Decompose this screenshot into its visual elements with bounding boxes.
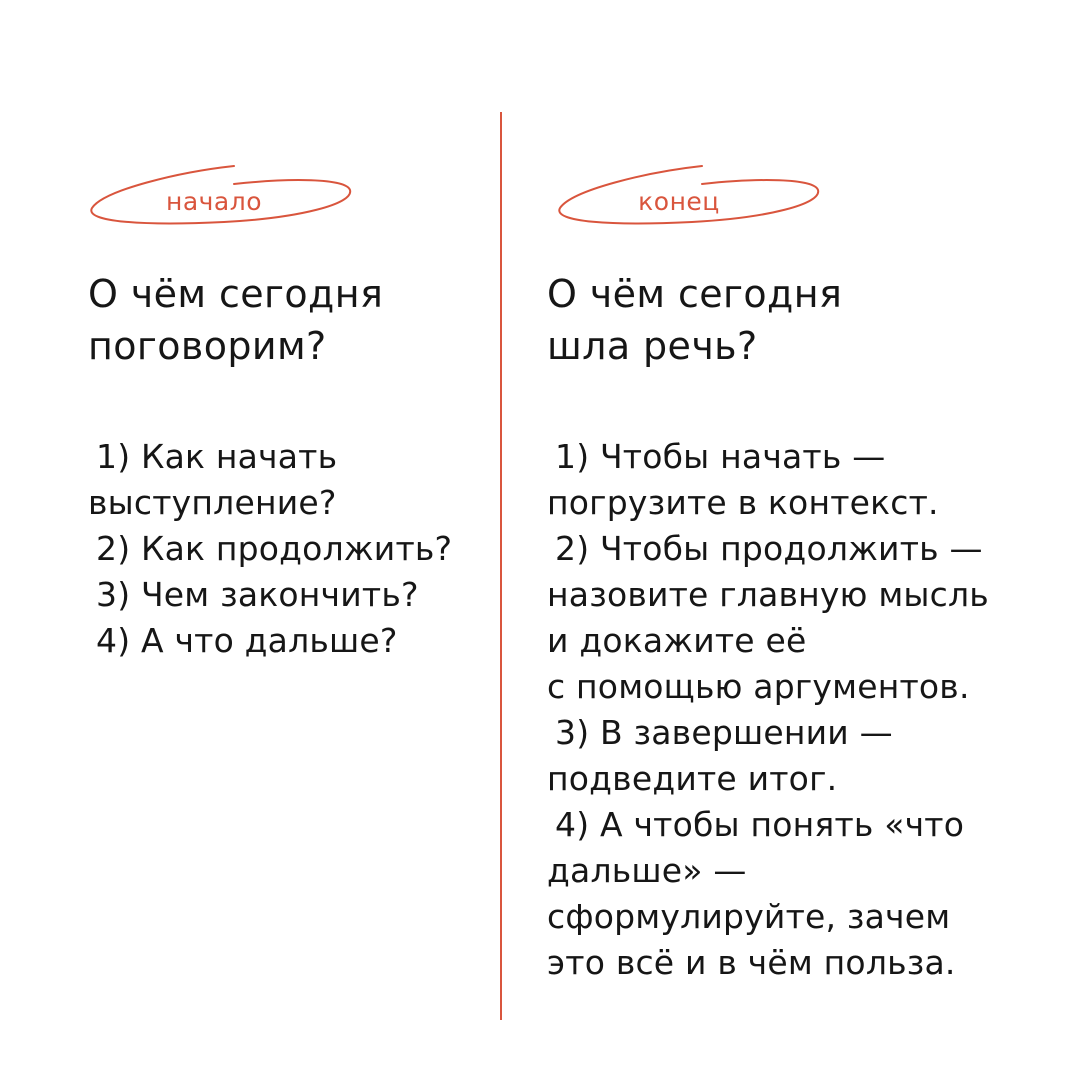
item-text: А что дальше? [140,621,398,660]
item-text: А чтобы понять «что дальше» — сформулируйте, зачем это всё и в чём польза. [547,805,965,982]
list-item [547,802,989,986]
left-heading [88,268,383,372]
item-number: 4) [96,621,131,660]
tag-end [552,160,832,236]
item-text: В завершении — подведите итог. [547,713,893,798]
item-number: 4) [555,805,590,844]
item-text: Чтобы продолжить — назовите главную мысль и докажите её с помощью аргументов. [547,529,989,706]
item-text: Чтобы начать — погрузите в контекст. [547,437,939,522]
tag-label: конец [638,187,720,216]
right-heading [547,268,842,372]
list-item [88,572,452,618]
item-number: 3) [555,713,590,752]
item-number: 1) [555,437,590,476]
right-list [547,434,989,986]
list-item [88,618,452,664]
item-text: Чем закончить? [140,575,419,614]
tag-label: начало [165,187,263,216]
list-item [88,526,452,572]
item-number: 2) [96,529,131,568]
list-item [547,526,989,710]
item-text: Как начать выступление? [88,437,338,522]
item-text: Как продолжить? [140,529,453,568]
list-item [547,710,989,802]
column-divider [500,112,502,1020]
item-number: 1) [96,437,131,476]
list-item [88,434,452,526]
heading-text: О чём сегодня поговорим? [88,272,384,368]
item-number: 2) [555,529,590,568]
list-item [547,434,989,526]
item-number: 3) [96,575,131,614]
tag-start [84,160,364,236]
heading-text: О чём сегодня шла речь? [547,272,843,368]
left-list [88,434,452,664]
